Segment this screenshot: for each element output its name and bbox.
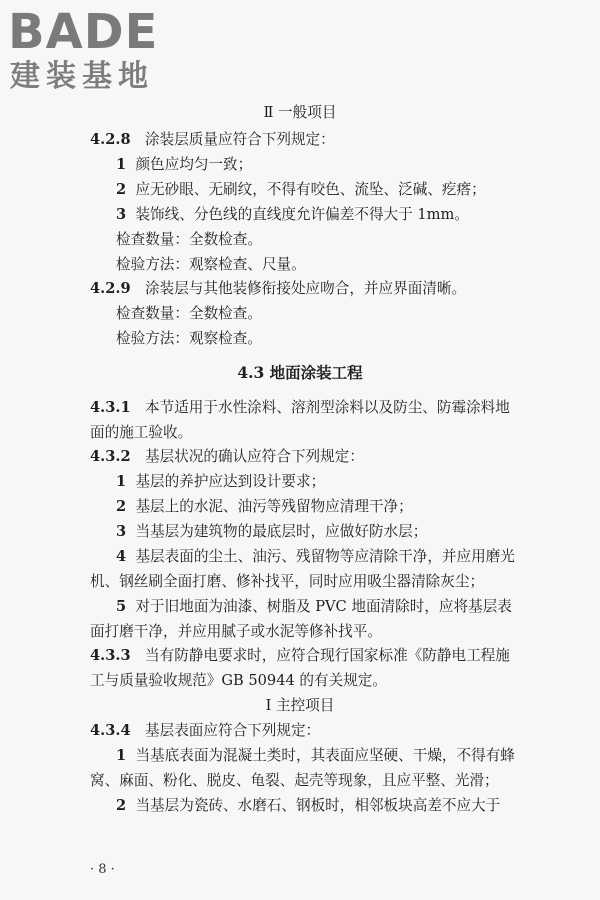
clause-text: 基层状况的确认应符合下列规定： (145, 448, 364, 465)
check-quantity: 检查数量：全数检查。 (116, 231, 262, 248)
list-item: 4 基层表面的尘土、油污、残留物等应清除干净，并应用磨光 (116, 548, 515, 565)
clause-4-2-8 (90, 130, 335, 150)
list-item: 1 基层的养护应达到设计要求； (116, 473, 326, 490)
list-item: 2 应无砂眼、无刷纹，不得有咬色、流坠、泛碱、疙瘩； (116, 181, 486, 198)
section-4-3-title: 4.3 地面涂装工程 (237, 363, 363, 382)
clause-text: 涂装层质量应符合下列规定： (145, 131, 335, 148)
clause-text: 涂装层与其他装修衔接处应吻合，并应界面清晰。 (145, 280, 467, 297)
clause-number: 4.2.8 (90, 131, 131, 148)
clause-number: 4.3.2 (90, 448, 131, 465)
logo-brand: BADE (8, 4, 159, 60)
list-item: 5 对于旧地面为油漆、树脂及 PVC 地面清除时，应将基层表 (116, 598, 512, 615)
clause-4-3-4 (90, 721, 320, 741)
page-number: · 8 · (90, 862, 115, 877)
section-i-title: Ⅰ 主控项目 (265, 697, 335, 714)
clause-number: 4.3.1 (90, 399, 131, 416)
clause-4-3-3 (90, 646, 510, 666)
clause-text: 当有防静电要求时，应符合现行国家标准《防静电工程施 (145, 647, 510, 664)
clause-4-3-1 (90, 398, 510, 418)
clause-number: 4.3.4 (90, 722, 131, 739)
list-item: 3 装饰线、分色线的直线度允许偏差不得大于 1mm。 (116, 206, 469, 223)
list-item: 2 基层上的水泥、油污等残留物应清理干净； (116, 498, 413, 515)
list-item-continuation: 窝、麻面、粉化、脱皮、龟裂、起壳等现象，且应平整、光滑； (90, 772, 499, 789)
clause-number: 4.3.3 (90, 647, 131, 664)
clause-text: 基层表面应符合下列规定： (145, 722, 321, 739)
list-item-continuation: 机、钢丝刷全面打磨、修补找平，同时应用吸尘器清除灰尘； (90, 573, 485, 590)
list-item: 1 当基底表面为混凝土类时，其表面应坚硬、干燥，不得有蜂 (116, 747, 515, 764)
check-quantity: 检查数量：全数检查。 (116, 305, 262, 322)
list-item: 2 当基层为瓷砖、水磨石、钢板时，相邻板块高差不应大于 (116, 797, 501, 814)
list-item: 3 当基层为建筑物的最底层时，应做好防水层； (116, 523, 428, 540)
clause-4-3-2 (90, 447, 364, 467)
clause-number: 4.2.9 (90, 280, 131, 297)
clause-continuation: 工与质量验收规范》GB 50944 的有关规定。 (90, 672, 387, 689)
clause-text: 本节适用于水性涂料、溶剂型涂料以及防尘、防霉涂料地 (145, 399, 510, 416)
check-method: 检验方法：观察检查、尺量。 (116, 256, 306, 273)
logo-subtitle: 建装基地 (10, 59, 154, 94)
clause-4-2-9 (90, 279, 466, 299)
list-item: 1 颜色应均匀一致； (116, 156, 253, 173)
section-ii-title: Ⅱ 一般项目 (263, 104, 337, 121)
check-method: 检验方法：观察检查。 (116, 330, 262, 347)
clause-continuation: 面的施工验收。 (90, 424, 193, 441)
list-item-continuation: 面打磨干净，并应用腻子或水泥等修补找平。 (90, 623, 382, 640)
